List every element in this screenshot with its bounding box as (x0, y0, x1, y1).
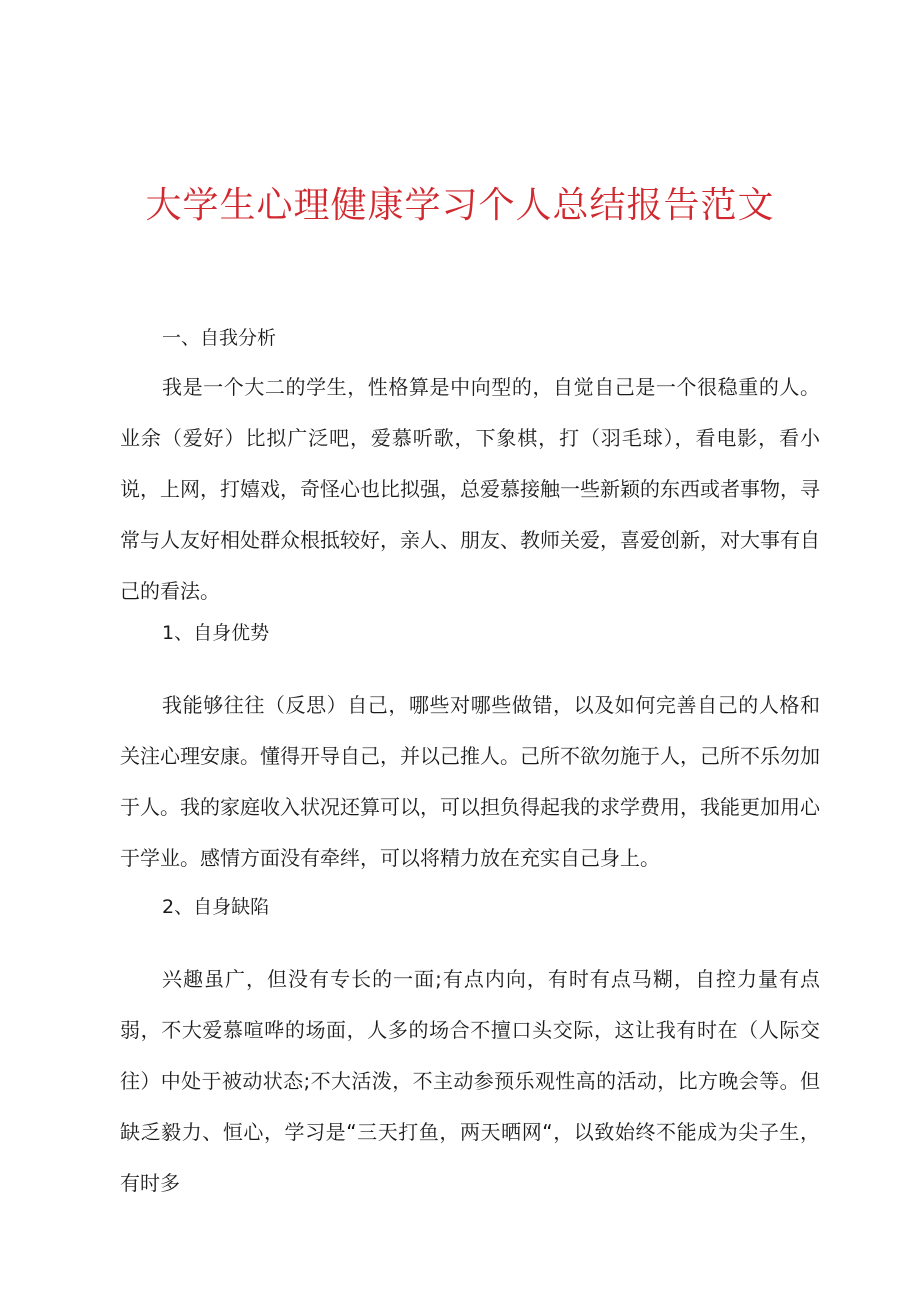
section-paragraph-weaknesses: 兴趣虽广，但没有专长的一面;有点内向，有时有点马糊，自控力量有点弱，不大爱慕喧哗的场面，人多的场合不擅口头交际，这让我有时在（人际交往）中处于被动状态;不大活泼，不主动参预乐观性高的活动，比方晚会等。但缺乏毅力、恒心，学习是“三天打鱼，两天晒网“，以致始终不能成为尖子生，有时多 (120, 967, 820, 1195)
document-title: 大学生心理健康学习个人总结报告范文 (145, 185, 775, 226)
section-paragraph-self-analysis: 我是一个大二的学生，性格算是中向型的，自觉自己是一个很稳重的人。业余（爱好）比拟广泛吧，爱慕听歌，下象棋，打（羽毛球），看电影，看小说，上网，打嬉戏，奇怪心也比拟强，总爱慕接触一些新颖的东西或者事物，寻常与人友好相处群众根抵较好，亲人、朋友、教师关爱，喜爱创新，对大事有自己的看法。 (120, 375, 820, 603)
section-heading-self-analysis: 一、自我分析 (162, 327, 277, 349)
section-heading-weaknesses: 2、自身缺陷 (162, 896, 270, 918)
section-paragraph-strengths: 我能够往往（反思）自己，哪些对哪些做错，以及如何完善自己的人格和关注心理安康。懂得开导自己，并以己推人。己所不欲勿施于人，己所不乐勿加于人。我的家庭收入状况还算可以，可以担负得起我的求学费用，我能更加用心于学业。感情方面没有牵绊，可以将精力放在充实自己身上。 (120, 693, 820, 870)
section-heading-strengths: 1、自身优势 (162, 622, 270, 644)
